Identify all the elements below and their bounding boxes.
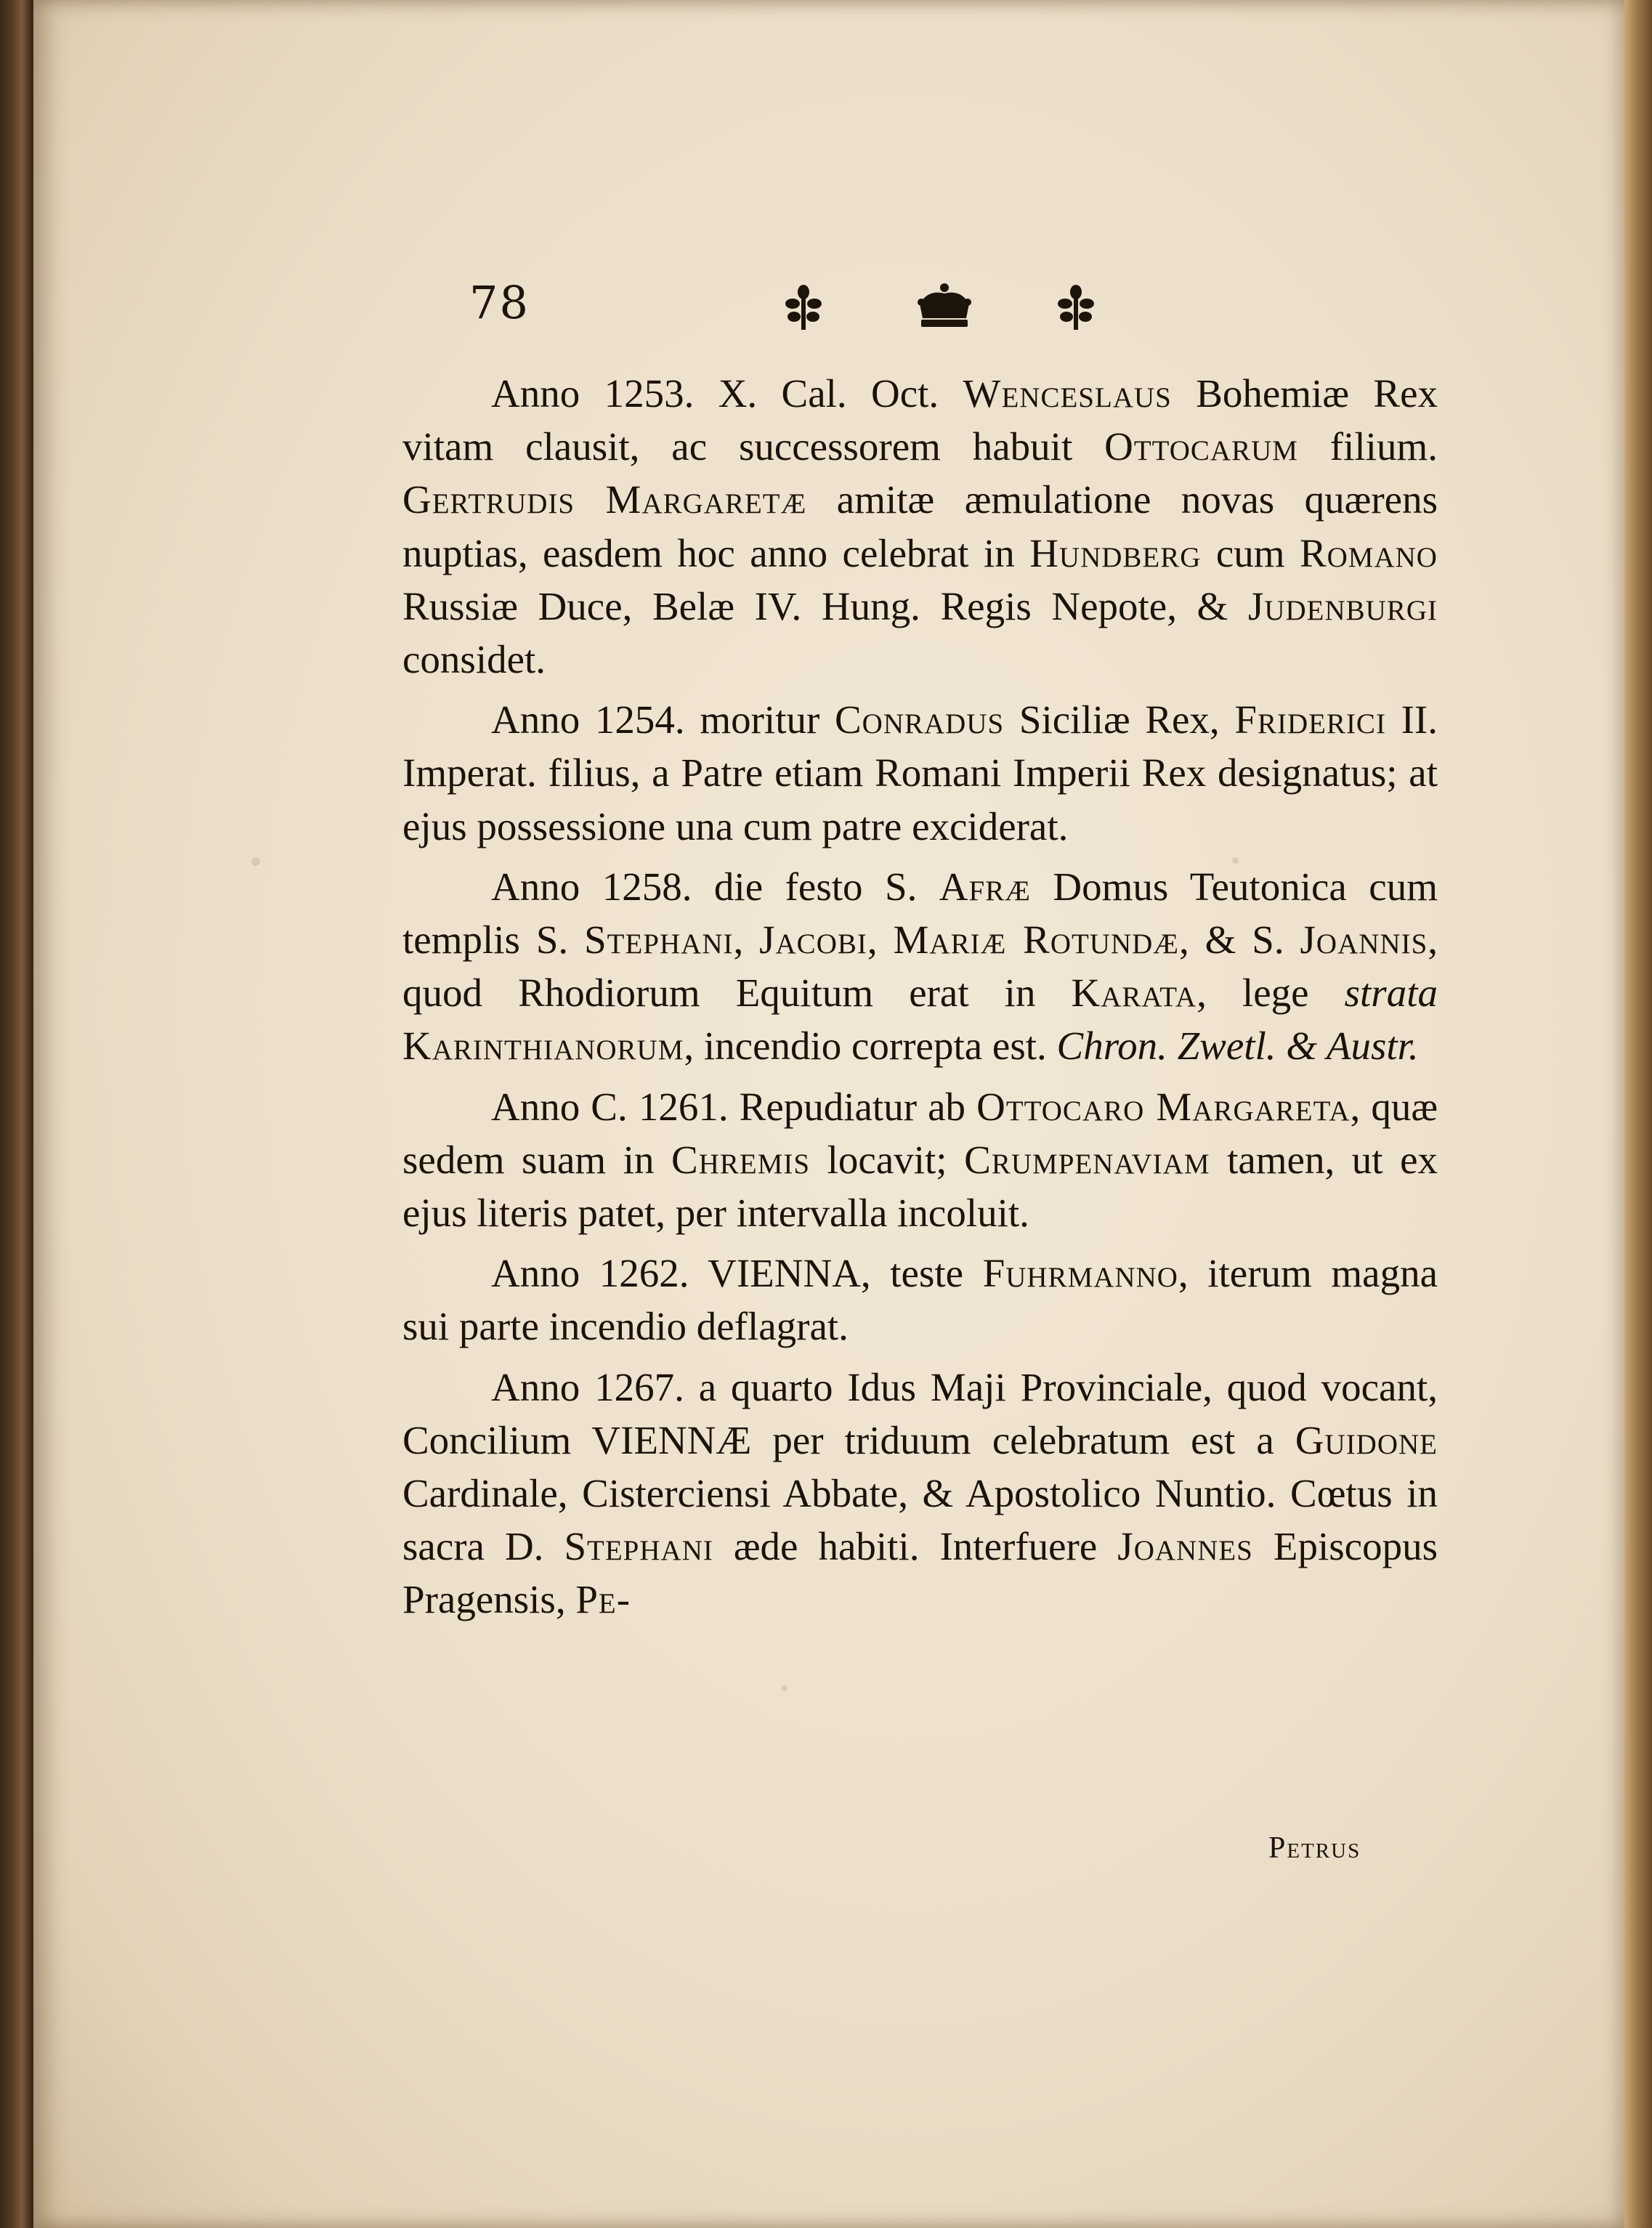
paragraph (402, 1247, 1438, 1353)
foxing-spot (782, 1685, 787, 1691)
text-run: , lege (1197, 971, 1345, 1016)
text-run: Anno 1267. a quarto Idus Maji Provinciale, quod vocant, Concilium VIENNÆ per triduum celebratum est a (402, 1364, 1438, 1462)
proper-name: Stephani (584, 917, 734, 963)
proper-name: Chremis (671, 1137, 811, 1182)
text-run: filium. (1297, 424, 1438, 469)
crown-icon (914, 282, 975, 333)
proper-name: Mariæ Rotundæ (893, 917, 1179, 963)
proper-name: Afræ (939, 864, 1031, 909)
text-run: Episcopus Pragensis, (402, 1524, 1438, 1622)
paragraph (402, 1080, 1438, 1240)
text-run: Cardinale, Cisterciensi Abbate, & Apostolico Nuntio. Cœtus in sacra D. (402, 1471, 1438, 1569)
page-number: 78 (469, 276, 530, 329)
text-run: Anno 1254. moritur (491, 697, 835, 742)
proper-name: Judenburgi (1247, 583, 1438, 628)
italic-text: strata (1344, 971, 1438, 1016)
proper-name: Gertrudis Margaretæ (402, 477, 807, 522)
proper-name: Hundberg (1029, 530, 1202, 575)
text-run: considet. (402, 637, 546, 682)
proper-name: Ottocarum (1104, 424, 1298, 469)
proper-name: Ottocaro Margareta (976, 1084, 1351, 1129)
text-run: , iterum magna sui parte incendio deflagrat. (402, 1251, 1438, 1349)
proper-name: Karinthianorum (402, 1024, 684, 1069)
proper-name: Conradus (834, 697, 1005, 742)
proper-name: Joannis (1300, 917, 1428, 963)
proper-name: Pe- (575, 1577, 631, 1622)
page-header (469, 276, 1486, 363)
proper-name: Romano (1299, 530, 1438, 575)
text-run: , quod Rhodiorum Equitum erat in (402, 917, 1438, 1016)
paragraph (402, 860, 1438, 1073)
body-text (402, 367, 1438, 1634)
fleuron-icon (778, 282, 829, 333)
text-run: æde habiti. Interfuere (713, 1524, 1118, 1569)
text-run: , quæ sedem suam in (402, 1084, 1438, 1182)
page-edge (1624, 0, 1652, 2228)
text-run: , (867, 917, 894, 963)
text-run: Anno C. 1261. Repudiatur ab (491, 1084, 977, 1129)
text-run: II. Imperat. filius, a Patre etiam Romani Imperii Rex designatus; at ejus possessione una cum patre exciderat. (402, 697, 1438, 848)
text-run: Bohemiæ Rex vitam clausit, ac successorem habuit (402, 371, 1438, 469)
text-run: locavit; (810, 1137, 965, 1182)
text-run: tamen, ut ex ejus literis patet, per intervalla incoluit. (402, 1137, 1438, 1236)
proper-name: Karata (1071, 971, 1197, 1016)
proper-name: Jacobi (759, 917, 867, 963)
catchword: Petrus (1268, 1831, 1361, 1865)
foxing-spot (251, 857, 260, 866)
paragraph (402, 693, 1438, 853)
text-run: Domus Teutonica cum templis S. (402, 864, 1438, 963)
text-run: , (733, 917, 760, 963)
text-run: , & S. (1178, 917, 1300, 963)
book-page (33, 0, 1624, 2228)
italic-text: Chron. Zwetl. & Austr. (1056, 1024, 1419, 1069)
text-run: Siciliæ Rex, (1004, 697, 1235, 742)
proper-name: Crumpenaviam (964, 1137, 1210, 1182)
proper-name: Friderici (1234, 697, 1386, 742)
text-run: Anno 1258. die festo S. (491, 864, 939, 909)
proper-name: Stephani (564, 1524, 713, 1569)
proper-name: Wenceslaus (963, 371, 1172, 416)
text-run: , incendio correpta est. (684, 1024, 1057, 1069)
text-run: amitæ æmulatione novas quærens nuptias, easdem hoc anno celebrat in (402, 477, 1438, 575)
text-run: cum (1201, 530, 1300, 575)
paragraph (402, 1361, 1438, 1627)
text-run: Russiæ Duce, Belæ IV. Hung. Regis Nepote, & (402, 583, 1248, 628)
text-run: Anno 1253. X. Cal. Oct. (491, 371, 963, 416)
fleuron-icon (1050, 282, 1101, 333)
proper-name: Guidone (1295, 1417, 1438, 1462)
paragraph (402, 367, 1438, 686)
text-run: Anno 1262. VIENNA, teste (491, 1251, 983, 1296)
proper-name: Fuhrmanno (982, 1251, 1178, 1296)
proper-name: Joannes (1117, 1524, 1253, 1569)
